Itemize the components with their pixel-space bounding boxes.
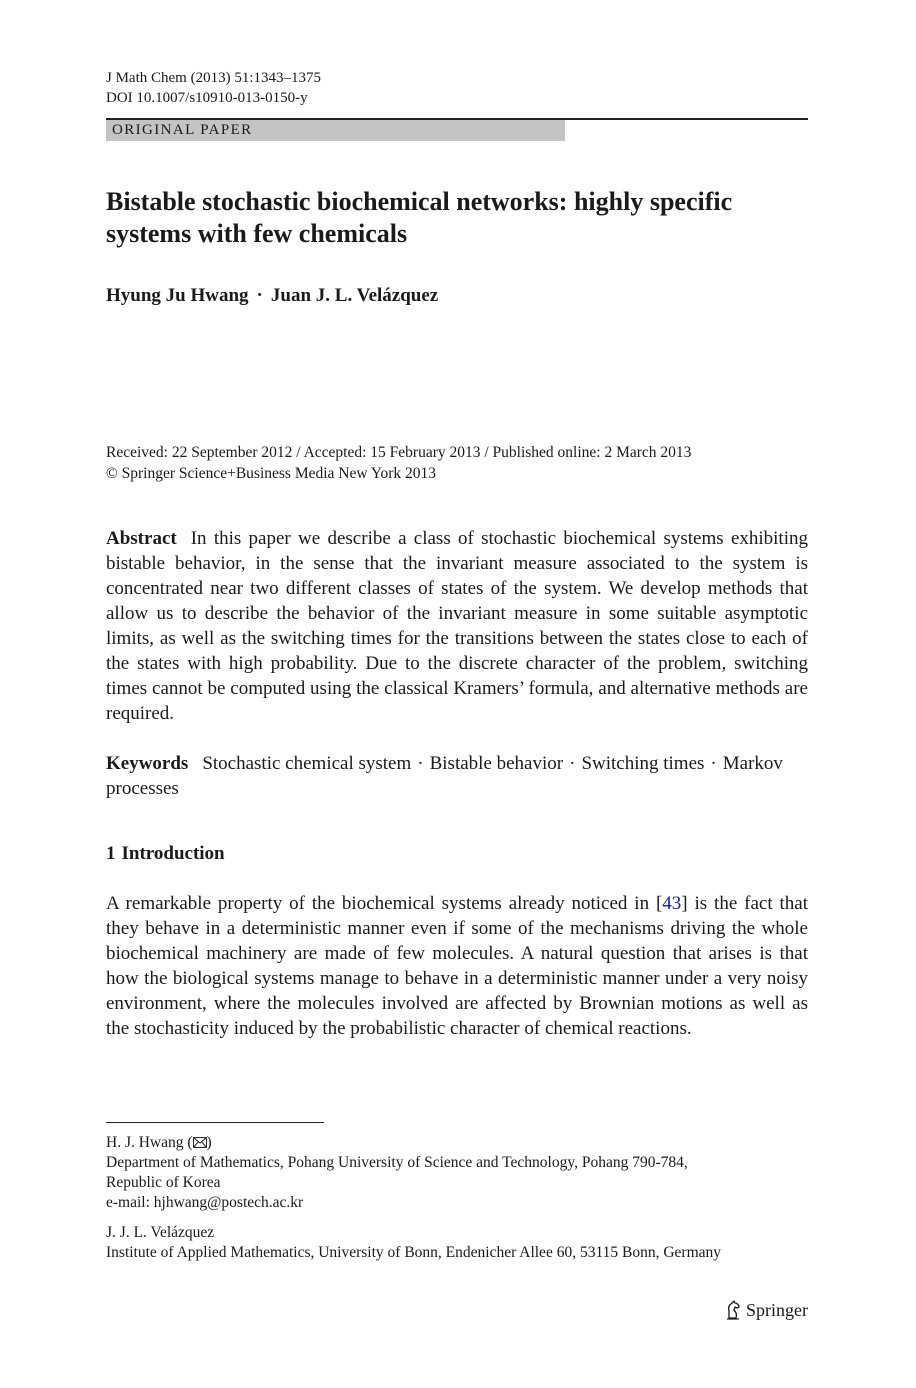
author2-name: J. J. L. Velázquez bbox=[106, 1224, 215, 1241]
intro-text-after: ] is the fact that they behave in a deterministic manner even if some of the mechanisms driving the whole biochemical machinery are made of few molecules. A natural question that arises is that how the biological systems manage to behave in a deterministic manner under a very noisy environment, where the molecules involved are affected by Brownian motions as well as the stochasticity induced by the probabilistic character of chemical reactions. bbox=[106, 893, 808, 1039]
footnote-rule bbox=[106, 1122, 324, 1123]
keywords-label: Keywords bbox=[106, 753, 189, 774]
author-separator: · bbox=[256, 285, 263, 306]
copyright-line: © Springer Science+Business Media New York 2013 bbox=[106, 465, 437, 482]
article-type: ORIGINAL PAPER bbox=[112, 122, 253, 138]
author-1: Hyung Ju Hwang bbox=[106, 285, 249, 306]
publisher-logo bbox=[725, 1298, 808, 1322]
keyword-3: Switching times bbox=[581, 753, 705, 774]
journal-info bbox=[106, 68, 321, 108]
author-list bbox=[106, 284, 438, 308]
keyword-separator: · bbox=[569, 753, 576, 774]
section-heading bbox=[106, 842, 225, 866]
keyword-1: Stochastic chemical system bbox=[202, 753, 412, 774]
keyword-separator: · bbox=[417, 753, 424, 774]
citation-link[interactable]: 43 bbox=[662, 893, 682, 914]
affiliations bbox=[106, 1133, 808, 1263]
keyword-4: Markov processes bbox=[106, 753, 783, 799]
keywords bbox=[106, 751, 808, 801]
author1-name-close: ) bbox=[206, 1134, 212, 1151]
section-number: 1 bbox=[106, 843, 116, 864]
abstract bbox=[106, 526, 808, 726]
publisher-name: Springer bbox=[746, 1300, 808, 1320]
envelope-icon bbox=[193, 1137, 207, 1148]
abstract-text: In this paper we describe a class of stochastic biochemical systems exhibiting bistable behavior, in the sense that the invariant measure associated to the system is concentrated near two different classes of states of the system. We develop methods that allow us to describe the behavior of the invariant measure in some suitable asymptotic limits, as well as the switching times for the transitions between the states close to each of the states with high probability. Due to the discrete character of the problem, switching times cannot be computed using the classical Kramers’ formula, and alternative methods are required. bbox=[106, 528, 808, 724]
paper-title: Bistable stochastic biochemical networks: highly specific systems with few chemicals bbox=[106, 187, 733, 248]
author2-affiliation: Institute of Applied Mathematics, University of Bonn, Endenicher Allee 60, 53115 Bonn, Germany bbox=[106, 1244, 722, 1261]
intro-paragraph bbox=[106, 891, 808, 1041]
springer-horse-icon bbox=[725, 1300, 742, 1320]
author1-name-text: H. J. Hwang ( bbox=[106, 1134, 193, 1151]
publication-dates bbox=[106, 442, 691, 484]
section-title: Introduction bbox=[121, 843, 225, 864]
abstract-label: Abstract bbox=[106, 528, 177, 549]
keyword-2: Bistable behavior bbox=[429, 753, 564, 774]
intro-text-before: A remarkable property of the biochemical systems already noticed in [ bbox=[106, 893, 663, 914]
journal-citation: J Math Chem (2013) 51:1343–1375 bbox=[106, 70, 321, 86]
history-line: Received: 22 September 2012 / Accepted: 15 February 2013 / Published online: 2 March 2013 bbox=[106, 444, 692, 461]
author1-email: e-mail: hjhwang@postech.ac.kr bbox=[106, 1194, 304, 1211]
author1-affiliation-line2: Republic of Korea bbox=[106, 1174, 221, 1191]
keyword-separator: · bbox=[710, 753, 717, 774]
author1-affiliation-line1: Department of Mathematics, Pohang University of Science and Technology, Pohang 790-784, bbox=[106, 1154, 688, 1171]
author-2: Juan J. L. Velázquez bbox=[270, 285, 439, 306]
author1-name bbox=[106, 1133, 808, 1153]
doi: DOI 10.1007/s10910-013-0150-y bbox=[106, 90, 308, 106]
